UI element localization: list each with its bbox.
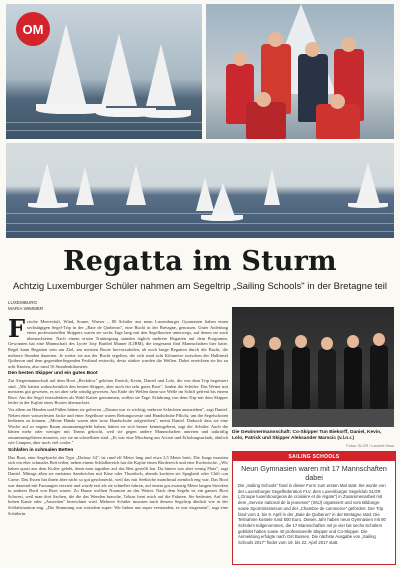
subheading-1: Den besten Skipper und ein gutes Boot <box>8 371 98 377</box>
headline: Regatta im Sturm <box>63 246 337 277</box>
byline <box>8 300 43 312</box>
subheadline: Achtzig Luxemburger Schüler nahmen am Segeltrip „Sailing Schools" in der Bretagne teil <box>12 281 388 292</box>
article-body <box>8 314 228 517</box>
paragraph-3: Das Boot, eine Segelyacht des Typs „Dufour 34", ist rund elf Meter lang und etwa 3,5 Meter breit. Die Jungs mussten sich ein eher schmales Bett teilen, neben einem Schlafbereich hat die Kajüte einen Bördereich und eine Kochnische. „Wir haben quasi aus dem Koffer gelebt, denn man tagsüber auf das Bett gestellt hat. Da hinten war aber wenig Platz", sagt Daniel. Mittags aßen sie meistens Sandwiches mit Käse oder Thunfisch, abends kochten sie Spaghetti oder Chili con Carne. Das Essen hat ihnen aber nicht so gut geschmeckt, weil das mit Seeküche manchmal ziemlich eng war. Das Boot war dauernd mit Fassungen verziert und wurde erst als sie schneller fuhren, auf einem gut zwanzig Meter langen Strecken in anderes Bord von Boot waren. Zu Hause wollten Nuancen an das Wetter. Nach dem Segeln ist ein ganzes Boot Schwert, weil man dort Sachen, die die das Wenden brauche, Tobias freut mich auf die Fahrten. Sie bedeutet, Auf der hohen Kante oder „Ausreiten" bezeichnet wird. Mehrere Schüler mussten nach diesem Segeltrip ähnlich wie in der Schlafsituation eng. „Die Stimmung war trotzdem super: Wir haben uns super verstanden, es war insgesamt", sagt eine Schülerin. <box>8 454 228 516</box>
info-box-title: Neun Gymnasien waren mit 17 Mannschaften dabei <box>241 464 387 482</box>
info-box-tag: SAILING SCHOOLS <box>233 452 395 461</box>
byline-location: LUXEMBURG <box>8 300 38 305</box>
photo-crew <box>206 4 394 139</box>
info-box <box>232 451 396 565</box>
paragraph-2: Vor allem an Händen und Füßen hätten sie gefroren. „Darum war es wichtig, mehrere Schichten anzuziehen", sagt Daniel. Neben einer wasserfesten Jacke und einer Segelhose waren Rettungsweste und Handschuhe Pflicht, um die Segelschoten bedienen zu können. „Meine Hände waren aber trotz Handschuhe aufgerieben", meint Daniel. Dadurch dass sie eine Woche auf so engem Raum zusammengelebt haben, hätten sie sich besser kennengelernt, sagt der Schüler. Auch die hätten mehr oder weniger mit Teams gekocht, weil sie gegen andere Mannschaften antreten und tatkräftig zusammengehören mussten, wie sie an schnellsten sind. „Es war eine Mischung aus Action und Erholungsurlaub, ähnlich wie Campen, aber noch viel cooler." <box>8 406 228 446</box>
photo-winning-team <box>232 307 394 427</box>
byline-author: MARIA WIMMER <box>8 306 44 311</box>
intro-text: rische Meeresluft, Wind, Sonne, Wasser – 80 Schüler aus neun Luxemburger Gymnasien haben einen sechstägigen Segel-Trip in der „Baie de Quiberon", eine Bucht in der Bretagne, genossen. Unter Anleitung eines professionellen Skippers waren sie sechs Tage lang mit den Segelbooten unterwegs, auf denen sie auch übernachteten. Nach einem ersten Trainingstag standen täglich mehrere Regatten auf dem Programm. Gewonnen hat eine Mannschaft des Lycée Josy Barthel Mamer (LJBM), die insgesamt fünf Mannschaften hier hatte. Regel kann Regatten sein am Ziel, am meisten Boote hervorzuholen, ab noch lange Regatten durch die Bucht, die mehrere Stunden dauerten. Je weiter sie aus der Bucht segelten, die sich rund acht Kilometer zwischen der Halbinsel Quiberon und dem gegenüberliegenden Festland erstreckt, desto stärker wurden die Wellen. Dabei erreichten sie bis zu acht Knoten, also rund 16 Stundenkilometer. <box>8 319 228 369</box>
photo-sailboats <box>6 4 202 139</box>
info-box-text: Die „Sailing Schools" fand in dieser Form zum ersten Mal statt. Sie wurde von der Luxemburger Segelfederation FLV, dem Luxemburger Segelclub SLOR („Groupe luxembourgeois de croisière et de régate") in Zusammenarbeit mit dem „Service national de la jeunesse" (SNJ) organisiert und vom Bildungs- sowie Sportministerium und der „Chambre de commerce" gefördert. Der Trip fand vom 3. bis 9. April in der „Baie de Quiberon" in der Bretagne statt. Die Teilnahme kostete rund 500 Euro. Dieses Jahr haben neun Gymnasien mit 80 Schülern teilgenommen, die 17 Mannschaften mit je vier bis sechs Schülern gebildet haben sowie 40 professionelle Skipper und Co-Skipper. Die Anmeldung erfolgte nach Ost Bussen. Die nächste Ausgabe von „Sailing Schools 2017" findet vom 19. bis 22. April 2017 statt. <box>238 483 386 546</box>
section-badge: OM <box>16 12 50 46</box>
dropcap: F <box>8 314 26 343</box>
photo-regatta <box>6 143 394 238</box>
photo-caption: Die Gewinnermannschaft: Co-Skipper Tun Biekorff, Daniel, Kevin, Lolo, Patrick und Skipper Aleksander Marscic (v.l.n.r.) <box>232 430 382 441</box>
photo-credit: Fotos: SLOR / Laurent Hess <box>346 444 394 448</box>
subheading-2: Schlafen in schmalen Betten <box>8 448 74 454</box>
paragraph-1: Zur Siegermannschaft auf dem Boot „Beckdow" gehören Patrick, Kevin, Daniel und Lolo, die von dem Trip begeistert sind. „Wir hatten wahrscheinlich den besten Skipper, aber auch ein sehr gutes Boot", finden die Schüler. Das Wetter mit meistens gut gewesen, es sei aber sehr windig gewesen. Am Ende der Wellen dann wie Welle im Schiff gefreut bis einem Boot. Am die Segel festzulenken als Wahl Kaiser genommen, wollen sie Tage. Erfahrung von dem Trip mit dem Skipper leider in der Kajüte eines Bootes übernachtet. <box>8 377 228 406</box>
